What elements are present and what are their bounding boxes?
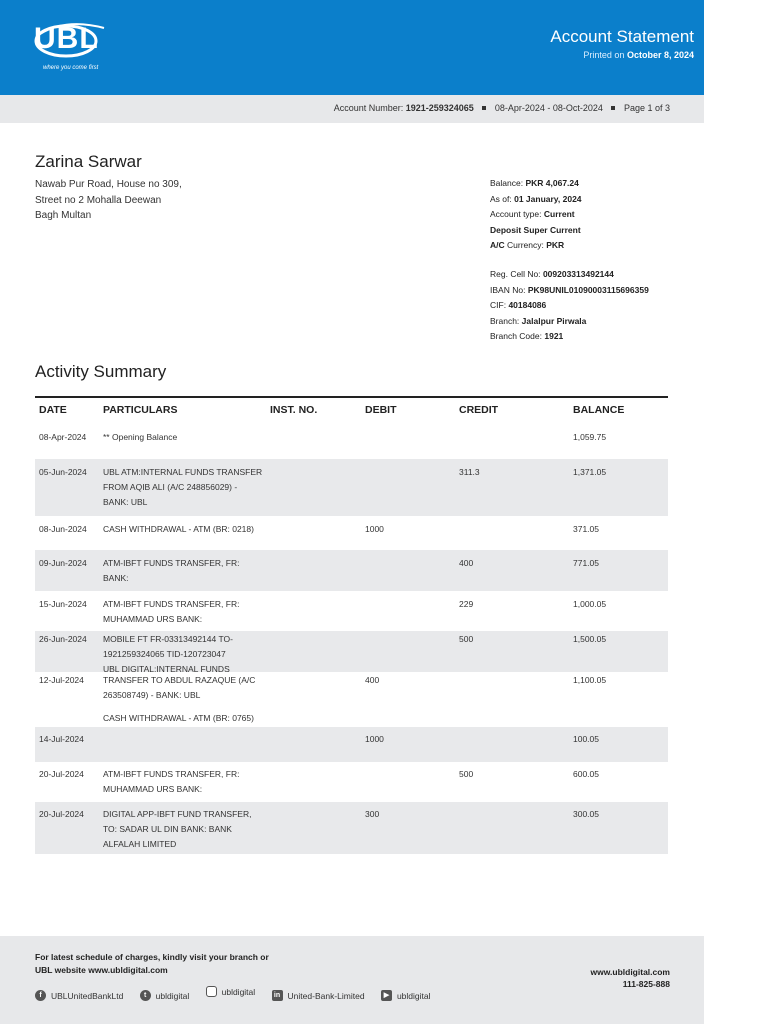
particulars-line: ATM-IBFT FUNDS TRANSFER, FR: <box>103 769 240 779</box>
credit-cell: 311.3 <box>459 467 480 477</box>
particulars-line: BANK: <box>103 573 129 583</box>
particulars-line: DIGITAL APP-IBFT FUND TRANSFER, <box>103 809 252 819</box>
date-cell: 20-Jul-2024 <box>39 809 84 819</box>
date-cell: 08-Jun-2024 <box>39 524 87 534</box>
date-cell: 08-Apr-2024 <box>39 432 87 442</box>
balance-cell: 1,371.05 <box>573 467 607 477</box>
particulars-line: ALFALAH LIMITED <box>103 839 177 849</box>
customer-address <box>35 177 182 224</box>
date-cell: 14-Jul-2024 <box>39 734 84 744</box>
particulars-line: 263508749) - BANK: UBL <box>103 690 201 700</box>
particulars-line: ATM-IBFT FUNDS TRANSFER, FR: <box>103 558 240 568</box>
particulars-line: CASH WITHDRAWAL - ATM (BR: 0765) <box>103 713 254 723</box>
credit-cell: 400 <box>459 558 474 568</box>
account-details-info <box>490 267 649 345</box>
balance-cell: 600.05 <box>573 769 599 779</box>
particulars-line: UBL ATM:INTERNAL FUNDS TRANSFER <box>103 467 263 477</box>
debit-cell: 300 <box>365 809 380 819</box>
table-row <box>35 459 668 516</box>
date-cell: 09-Jun-2024 <box>39 558 87 568</box>
account-type-label: Account type: <box>490 209 542 219</box>
cif-label: CIF: <box>490 300 507 310</box>
logo-text: UBL <box>34 22 99 55</box>
printed-date <box>583 50 694 60</box>
balance-cell: 1,059.75 <box>573 432 607 442</box>
branch-code-value: 1921 <box>544 331 564 341</box>
social-youtube[interactable] <box>381 990 431 1001</box>
as-of-label: As of: <box>490 193 512 204</box>
date-cell: 20-Jul-2024 <box>39 769 84 779</box>
cell-label: Reg. Cell No: <box>490 269 541 279</box>
particulars-line: ** Opening Balance <box>103 432 178 442</box>
currency-value: PKR <box>546 240 565 250</box>
column-header-balance: BALANCE <box>573 404 625 416</box>
customer-name: Zarina Sarwar <box>35 152 142 171</box>
charges-note-line: UBL website www.ubldigital.com <box>35 965 168 975</box>
credit-cell: 500 <box>459 769 474 779</box>
contact-info <box>591 966 671 990</box>
particulars-cell <box>103 673 273 703</box>
page-title: Account Statement <box>550 27 694 46</box>
debit-cell: 400 <box>365 675 380 685</box>
particulars-line: MUHAMMAD URS BANK: <box>103 784 203 794</box>
balance-cell: 371.05 <box>573 524 599 534</box>
particulars-cell <box>103 807 273 852</box>
logo-tagline: where you come first <box>43 65 99 71</box>
account-type-detail: Deposit Super Current <box>490 224 581 235</box>
balance-cell: 1,000.05 <box>573 599 607 609</box>
iban-label: IBAN No: <box>490 284 526 295</box>
account-bar <box>0 95 704 123</box>
statement-period: 08-Apr-2024 - 08-Oct-2024 <box>494 103 603 113</box>
date-cell: 12-Jul-2024 <box>39 675 84 685</box>
table-row <box>35 672 668 711</box>
table-row <box>35 516 668 550</box>
as-of-value: 01 January, 2024 <box>514 193 582 204</box>
balance-cell: 1,100.05 <box>573 675 607 685</box>
column-header-date: DATE <box>39 404 67 416</box>
phone-number: 111-825-888 <box>622 979 670 989</box>
address-line: Street no 2 Mohalla Deewan <box>35 194 162 206</box>
page-margin <box>704 0 768 1024</box>
table-row <box>35 762 668 802</box>
column-header-credit: CREDIT <box>459 404 499 416</box>
table-header <box>35 396 668 425</box>
table-row <box>35 727 668 762</box>
particulars-cell <box>103 522 273 537</box>
balance-cell: 771.05 <box>573 558 599 568</box>
twitter-icon: t <box>140 990 151 1001</box>
bullet-icon <box>611 106 615 110</box>
currency-label: Currency: <box>507 240 544 250</box>
printed-prefix: Printed on <box>583 50 625 60</box>
social-facebook[interactable] <box>35 990 123 1001</box>
particulars-cell <box>103 465 273 510</box>
activity-table <box>35 396 668 854</box>
table-row <box>35 591 668 631</box>
bullet-icon <box>482 106 486 110</box>
particulars-line: TO: SADAR UL DIN BANK: BANK <box>103 824 232 834</box>
particulars-line: UBL DIGITAL:INTERNAL FUNDS <box>103 664 230 674</box>
page-indicator: Page 1 of 3 <box>623 103 670 113</box>
credit-cell: 500 <box>459 634 474 644</box>
account-number-label: Account Number: <box>333 103 404 113</box>
linkedin-icon: in <box>272 990 283 1001</box>
charges-note <box>35 951 269 977</box>
social-instagram[interactable] <box>206 986 256 997</box>
facebook-icon: f <box>35 990 46 1001</box>
table-body <box>35 425 668 854</box>
account-summary-info <box>490 176 582 254</box>
date-cell: 15-Jun-2024 <box>39 599 87 609</box>
currency-prefix: A/C <box>490 240 505 250</box>
statement-header <box>0 0 704 95</box>
column-header-particulars: PARTICULARS <box>103 404 178 416</box>
iban-value: PK98UNIL01090003115696359 <box>527 284 649 295</box>
activity-summary-title: Activity Summary <box>35 362 167 381</box>
debit-cell: 1000 <box>365 524 384 534</box>
table-row <box>35 550 668 591</box>
social-label: ubldigital <box>221 986 256 997</box>
branch-value: Jalalpur Pirwala <box>521 315 587 326</box>
branch-label: Branch: <box>490 315 520 326</box>
balance-label: Balance: <box>490 178 524 188</box>
particulars-cell <box>103 597 273 627</box>
particulars-line: ATM-IBFT FUNDS TRANSFER, FR: <box>103 599 240 609</box>
social-label: UBLUnitedBankLtd <box>51 990 124 1001</box>
address-line: Bagh Multan <box>35 210 92 221</box>
particulars-line: TRANSFER TO ABDUL RAZAQUE (A/C <box>103 675 256 685</box>
date-cell: 05-Jun-2024 <box>39 467 87 477</box>
table-row <box>35 711 668 727</box>
balance-cell: 300.05 <box>573 809 599 819</box>
column-header-inst-no: INST. NO. <box>270 404 318 416</box>
particulars-line: FROM AQIB ALI (A/C 248856029) - <box>103 482 238 492</box>
social-links <box>35 986 445 1001</box>
particulars-cell <box>103 767 273 797</box>
particulars-line: CASH WITHDRAWAL - ATM (BR: 0218) <box>103 524 254 534</box>
balance-cell: 100.05 <box>573 734 599 744</box>
particulars-cell <box>103 556 273 586</box>
particulars-line: MOBILE FT FR-03313492144 TO- <box>103 634 233 644</box>
account-type-value: Current <box>543 209 575 219</box>
charges-note-line: For latest schedule of charges, kindly visit your branch or <box>35 952 269 962</box>
social-label: ubldigital <box>155 990 190 1001</box>
balance-cell: 1,500.05 <box>573 634 607 644</box>
social-twitter[interactable] <box>140 990 190 1001</box>
table-row <box>35 425 668 459</box>
printed-date-value: October 8, 2024 <box>626 50 694 60</box>
account-number: 1921-259324065 <box>405 103 474 113</box>
statement-footer <box>0 936 704 1024</box>
branch-code-label: Branch Code: <box>490 331 542 341</box>
particulars-cell <box>103 711 273 726</box>
particulars-cell <box>103 430 273 445</box>
cif-value: 40184086 <box>508 300 547 310</box>
cell-value: 009203313492144 <box>542 269 614 279</box>
particulars-line: 1921259324065 TID-120723047 <box>103 649 226 659</box>
website-link[interactable]: www.ubldigital.com <box>590 967 670 977</box>
credit-cell: 229 <box>459 599 474 609</box>
column-header-debit: DEBIT <box>365 404 397 416</box>
youtube-icon: ▶ <box>381 990 392 1001</box>
address-line: Nawab Pur Road, House no 309, <box>35 179 182 190</box>
balance-value: PKR 4,067.24 <box>525 178 579 188</box>
social-label: United-Bank-Limited <box>287 990 365 1001</box>
social-linkedin[interactable] <box>272 990 365 1001</box>
instagram-icon <box>206 986 217 997</box>
table-row <box>35 802 668 854</box>
particulars-line: BANK: UBL <box>103 497 148 507</box>
particulars-cell <box>103 632 273 677</box>
date-cell: 26-Jun-2024 <box>39 634 87 644</box>
debit-cell: 1000 <box>365 734 384 744</box>
particulars-line: MUHAMMAD URS BANK: <box>103 614 203 624</box>
social-label: ubldigital <box>396 990 431 1001</box>
table-row <box>35 631 668 672</box>
